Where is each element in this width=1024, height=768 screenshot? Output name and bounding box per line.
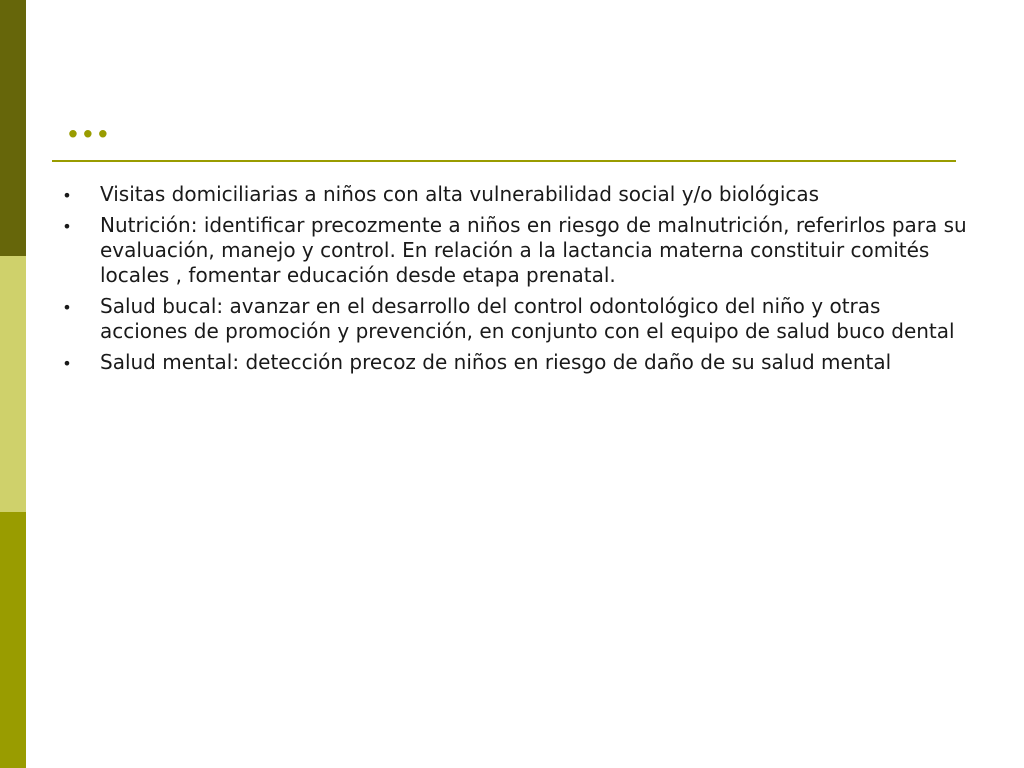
slide-title: ...	[66, 100, 111, 147]
list-item	[58, 294, 968, 344]
side-bar-top	[0, 0, 26, 256]
side-bar-middle	[0, 256, 26, 512]
bullet-marker: •	[62, 298, 72, 317]
bullet-text: Salud bucal: avanzar en el desarrollo del control odontológico del niño y otras acciones de promoción y prevención, en conjunto con el equipo de salud buco dental	[100, 294, 955, 343]
list-item	[58, 350, 968, 375]
bullet-text: Nutrición: identificar precozmente a niños en riesgo de malnutrición, referirlos para su evaluación, manejo y control. En relación a la lactancia materna constituir comités locales , fomentar educación desde etapa prenatal.	[100, 213, 967, 287]
bullet-list	[58, 182, 968, 381]
bullet-text: Salud mental: detección precoz de niños en riesgo de daño de su salud mental	[100, 350, 892, 374]
bullet-text: Visitas domiciliarias a niños con alta vulnerabilidad social y/o biológicas	[100, 182, 820, 206]
bullet-marker: •	[62, 354, 72, 373]
list-item	[58, 182, 968, 207]
list-item	[58, 213, 968, 288]
title-divider	[52, 160, 956, 162]
bullet-marker: •	[62, 186, 72, 205]
bullet-marker: •	[62, 217, 72, 236]
side-bar-bottom	[0, 512, 26, 768]
